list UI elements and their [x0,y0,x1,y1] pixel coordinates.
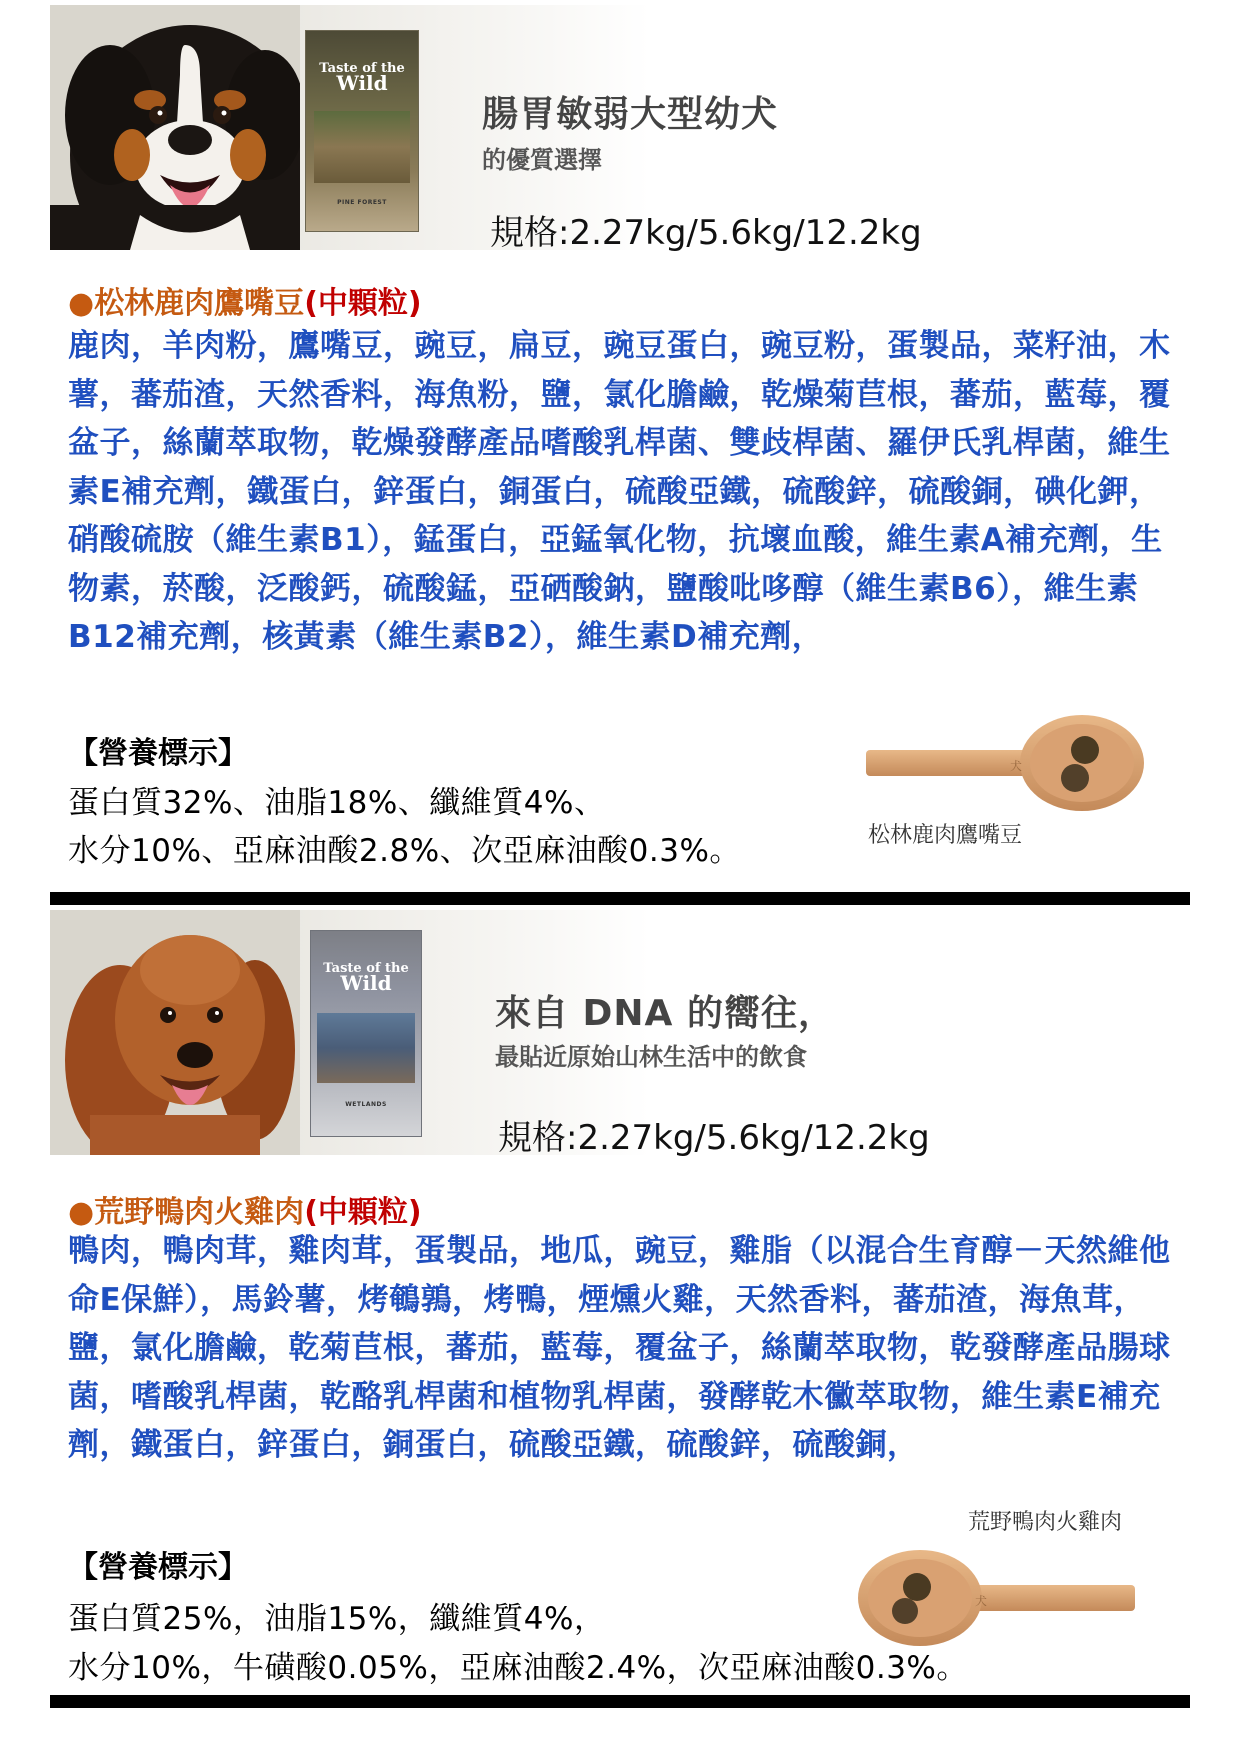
nutrition-line-2: 水分10%、亞麻油酸2.8%、次亞麻油酸0.3%。 [68,833,741,869]
kibble-spoon-image [855,1545,1145,1655]
spoon-caption: 荒野鴨肉火雞肉 [968,1510,1123,1535]
title-kibble-size: (中顆粒) [304,1195,422,1230]
ingredients-text: 鹿肉，羊肉粉，鷹嘴豆，豌豆，扁豆，豌豆蛋白，豌豆粉，蛋製品，菜籽油，木薯，蕃茄渣，天然香料，海魚粉，鹽，氯化膽鹼，乾燥菊苣根，蕃茄，藍莓，覆盆子，絲蘭萃取物，乾燥發酵產品嗜酸乳桿菌、雙歧桿菌、羅伊氏乳桿菌，維生素E補充劑，鐵蛋白，鋅蛋白，銅蛋白，硫酸亞鐵，硫酸鋅，硫酸銅，碘化鉀，硝酸硫胺（維生素B1），錳蛋白，亞錳氧化物，抗壞血酸，維生素A補充劑，生物素，菸酸，泛酸鈣，硫酸錳，亞硒酸鈉，鹽酸吡哆醇（維生素B6），維生素B12補充劑，核黃素（維生素B2），維生素D補充劑， [68,328,1171,655]
bag-artwork [317,1013,415,1083]
ingredients-text: 鴨肉，鴨肉茸，雞肉茸，蛋製品，地瓜，豌豆，雞脂（以混合生育醇－天然維他命E保鮮），馬鈴薯，烤鵪鶉，烤鴨，煙燻火雞，天然香料，蕃茄渣，海魚茸，鹽，氯化膽鹼，乾菊苣根，蕃茄，藍莓，覆盆子，絲蘭萃取物，乾發酵產品腸球菌，嗜酸乳桿菌，乾酪乳桿菌和植物乳桿菌，發酵乾木黴萃取物，維生素E補充劑，鐵蛋白，鋅蛋白，銅蛋白，硫酸亞鐵，硫酸鋅，硫酸銅， [68,1233,1171,1463]
bag-brand-line1: Taste of the [323,961,409,976]
section-divider [50,892,1190,905]
banner-headline: 腸胃敏弱大型幼犬 [482,94,779,135]
bag-brand-line2: Wild [340,971,392,995]
product-title [68,278,422,322]
banner-headline: 來自 DNA 的嚮往， [495,993,835,1034]
banner-subline: 最貼近原始山林生活中的飲食 [495,1043,807,1071]
product-bag-wetlands [310,930,422,1137]
section-divider-bottom [50,1695,1190,1708]
title-product-name: 松林鹿肉鷹嘴豆 [94,286,305,321]
bag-artwork [314,111,410,183]
title-kibble-size: (中顆粒) [304,286,422,321]
product-bag-pine-forest [305,30,419,232]
bag-label: WETLANDS [345,1101,387,1108]
bag-brand-line1: Taste of the [319,61,405,76]
size-spec: 規格:2.27kg/5.6kg/12.2kg [490,213,922,253]
kibble-spoon-image [860,710,1150,820]
nutrition-line-2: 水分10%，牛磺酸0.05%，亞麻油酸2.4%，次亞麻油酸0.3%。 [68,1650,968,1686]
nutrition-line-1: 蛋白質25%，油脂15%，纖維質4%， [68,1601,606,1637]
spoon-mark: 犬 [975,1594,988,1608]
spoon-caption: 松林鹿肉鷹嘴豆 [868,823,1023,848]
bag-brand [306,61,418,95]
bernese-puppy-photo [50,5,300,250]
bag-brand [311,961,421,995]
nutrition-line-1: 蛋白質32%、油脂18%、纖維質4%、 [68,785,606,821]
nutrition-title: 【營養標示】 [68,1550,248,1585]
banner-subline: 的優質選擇 [482,146,602,174]
nutrition-title: 【營養標示】 [68,736,248,771]
spoon-mark: 犬 [1010,759,1023,773]
title-bullet: ● [68,286,95,321]
title-bullet: ● [68,1195,95,1230]
product-section-wetlands [0,905,1240,1725]
bag-label: PINE FOREST [337,199,387,206]
product-title [68,1187,422,1231]
cocker-spaniel-photo [50,910,300,1155]
title-product-name: 荒野鴨肉火雞肉 [94,1195,305,1230]
size-spec: 規格:2.27kg/5.6kg/12.2kg [498,1118,930,1158]
bag-brand-line2: Wild [336,71,388,95]
